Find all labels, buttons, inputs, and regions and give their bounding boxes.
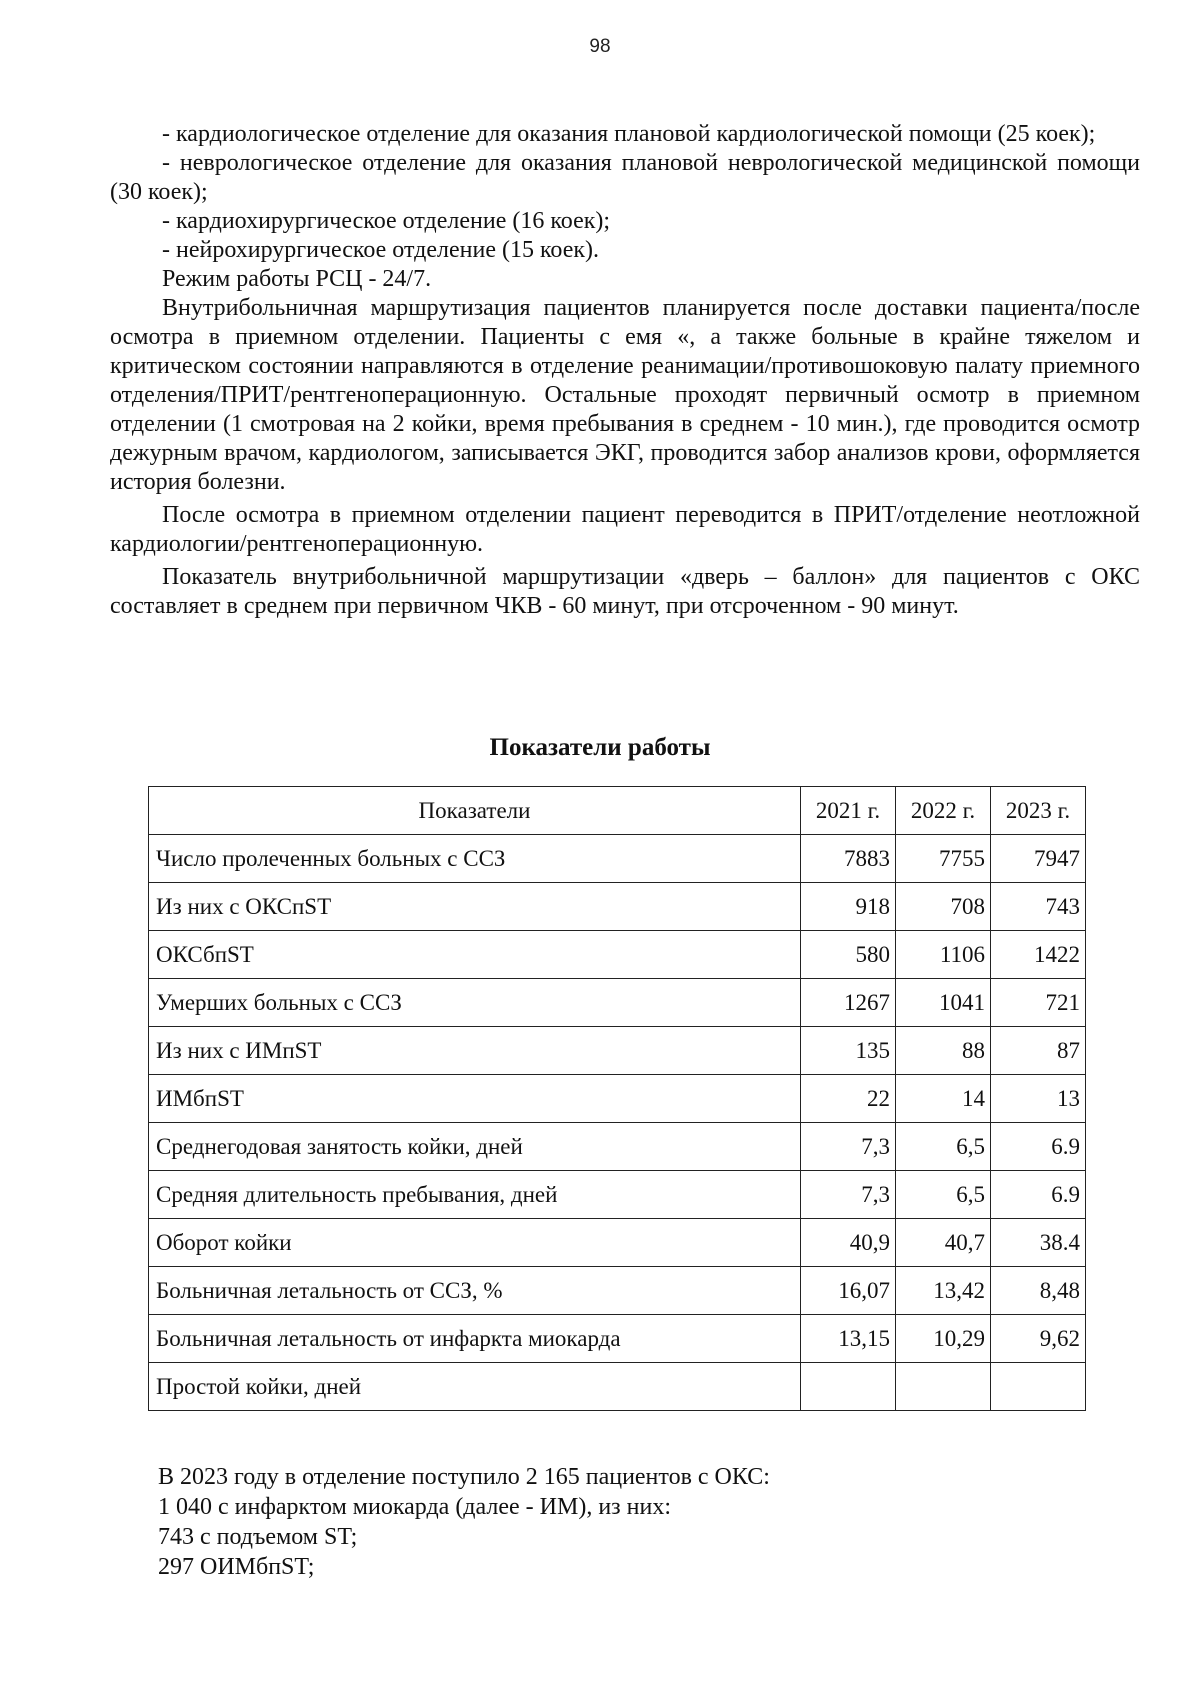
cell-value: 6,5 <box>896 1123 991 1171</box>
cell-value: 40,9 <box>801 1219 896 1267</box>
row-label: Из них с ОКСпST <box>149 883 801 931</box>
table-title: Показатели работы <box>489 734 711 761</box>
row-label: ИМбпST <box>149 1075 801 1123</box>
column-header: Показатели <box>149 787 801 835</box>
cell-value: 9,62 <box>991 1315 1086 1363</box>
cell-value: 88 <box>896 1027 991 1075</box>
cell-value: 918 <box>801 883 896 931</box>
paragraph: - неврологическое отделение для оказания плановой неврологической медицинской помощи (30 коек); <box>110 150 1140 205</box>
cell-value: 40,7 <box>896 1219 991 1267</box>
table-row <box>149 1267 1086 1315</box>
cell-value: 743 <box>991 883 1086 931</box>
cell-value: 7883 <box>801 835 896 883</box>
summary-line: 297 ОИМбпST; <box>158 1554 315 1580</box>
cell-value: 22 <box>801 1075 896 1123</box>
paragraph: - нейрохирургическое отделение (15 коек). <box>162 237 600 263</box>
cell-value: 13,15 <box>801 1315 896 1363</box>
cell-value: 7,3 <box>801 1171 896 1219</box>
paragraph: Показатель внутрибольничной маршрутизации «дверь – баллон» для пациентов с ОКС составляет в среднем при первичном ЧКВ - 60 минут, при отсроченном - 90 минут. <box>110 564 1140 619</box>
table-row <box>149 1363 1086 1411</box>
table-row <box>149 1315 1086 1363</box>
table-row <box>149 1027 1086 1075</box>
row-label: Оборот койки <box>149 1219 801 1267</box>
cell-value: 87 <box>991 1027 1086 1075</box>
cell-value: 1041 <box>896 979 991 1027</box>
table-row <box>149 1219 1086 1267</box>
cell-value: 6.9 <box>991 1171 1086 1219</box>
row-label: ОКСбпST <box>149 931 801 979</box>
cell-value: 6.9 <box>991 1123 1086 1171</box>
row-label: Больничная летальность от инфаркта миокарда <box>149 1315 801 1363</box>
cell-value: 7755 <box>896 835 991 883</box>
cell-value: 13,42 <box>896 1267 991 1315</box>
cell-value <box>991 1363 1086 1411</box>
column-header: 2023 г. <box>991 787 1086 835</box>
cell-value: 1422 <box>991 931 1086 979</box>
paragraph: Внутрибольничная маршрутизация пациентов планируется после доставки пациента/после осмотра в приемном отделении. Пациенты с емя «, а также больные в крайне тяжелом и критическом состоянии направляются в отделение реанимации/противошоковую палату приемного отделения/ПРИТ/рентгеноперационную. Остальные проходят первичный осмотр в приемном отделении (1 смотровая на 2 койки, время пребывания в среднем - 10 мин.), где проводится осмотр дежурным врачом, кардиологом, записывается ЭКГ, проводится забор анализов крови, оформляется история болезни. <box>110 295 1140 495</box>
paragraph: - кардиохирургическое отделение (16 коек); <box>162 208 611 234</box>
cell-value: 6,5 <box>896 1171 991 1219</box>
table-row <box>149 1171 1086 1219</box>
cell-value <box>896 1363 991 1411</box>
paragraph: Режим работы РСЦ - 24/7. <box>162 266 432 292</box>
cell-value <box>801 1363 896 1411</box>
cell-value: 1106 <box>896 931 991 979</box>
table-row <box>149 1123 1086 1171</box>
row-label: Число пролеченных больных с ССЗ <box>149 835 801 883</box>
summary-text <box>158 1462 770 1582</box>
statistics-table <box>148 786 1086 1411</box>
table-row <box>149 979 1086 1027</box>
cell-value: 708 <box>896 883 991 931</box>
table-row <box>149 835 1086 883</box>
row-label: Простой койки, дней <box>149 1363 801 1411</box>
summary-line: В 2023 году в отделение поступило 2 165 пациентов с ОКС: <box>158 1464 770 1490</box>
page-number: 98 <box>589 36 611 57</box>
cell-value: 1267 <box>801 979 896 1027</box>
summary-line: 1 040 с инфарктом миокарда (далее - ИМ), из них: <box>158 1494 671 1520</box>
cell-value: 16,07 <box>801 1267 896 1315</box>
row-label: Из них с ИМпST <box>149 1027 801 1075</box>
cell-value: 580 <box>801 931 896 979</box>
cell-value: 721 <box>991 979 1086 1027</box>
column-header: 2021 г. <box>801 787 896 835</box>
cell-value: 7947 <box>991 835 1086 883</box>
summary-line: 743 с подъемом ST; <box>158 1524 358 1550</box>
cell-value: 7,3 <box>801 1123 896 1171</box>
table-row <box>149 931 1086 979</box>
table-row <box>149 1075 1086 1123</box>
cell-value: 13 <box>991 1075 1086 1123</box>
cell-value: 8,48 <box>991 1267 1086 1315</box>
cell-value: 38.4 <box>991 1219 1086 1267</box>
row-label: Средняя длительность пребывания, дней <box>149 1171 801 1219</box>
paragraph: - кардиологическое отделение для оказания плановой кардиологической помощи (25 коек); <box>162 121 1096 147</box>
cell-value: 135 <box>801 1027 896 1075</box>
column-header: 2022 г. <box>896 787 991 835</box>
row-label: Умерших больных с ССЗ <box>149 979 801 1027</box>
paragraph: После осмотра в приемном отделении пациент переводится в ПРИТ/отделение неотложной кардиологии/рентгеноперационную. <box>110 502 1140 557</box>
cell-value: 14 <box>896 1075 991 1123</box>
row-label: Больничная летальность от ССЗ, % <box>149 1267 801 1315</box>
table-header-row <box>149 787 1086 835</box>
table-row <box>149 883 1086 931</box>
cell-value: 10,29 <box>896 1315 991 1363</box>
row-label: Среднегодовая занятость койки, дней <box>149 1123 801 1171</box>
body-text <box>110 120 1140 621</box>
